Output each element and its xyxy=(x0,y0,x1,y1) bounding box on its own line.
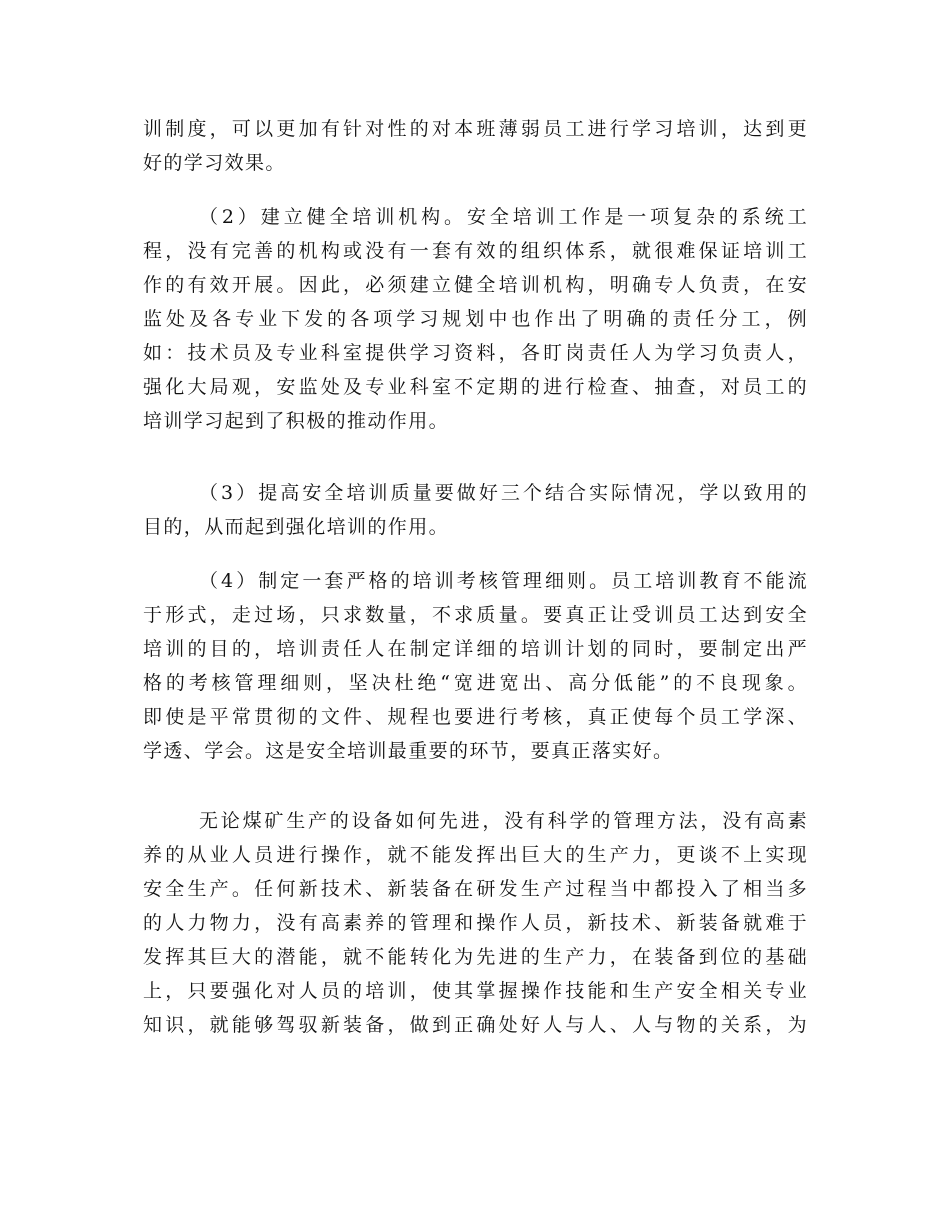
text-line: 的人力物力，没有高素养的管理和操作人员，新技术、新装备就难于 xyxy=(143,912,808,934)
text-line: （2）建立健全培训机构。安全培训工作是一项复杂的系统工 xyxy=(199,206,808,228)
text-line: 如：技术员及专业科室提供学习资料，各盯岗责任人为学习负责人， xyxy=(143,342,808,364)
text-line: 培训学习起到了积极的推动作用。 xyxy=(143,410,450,432)
text-line: （3）提高安全培训质量要做好三个结合实际情况，学以致用的 xyxy=(199,482,808,504)
text-line: 即使是平常贯彻的文件、规程也要进行考核，真正使每个员工学深、 xyxy=(143,706,808,728)
paragraph-1 xyxy=(143,112,808,180)
text-line: 监处及各专业下发的各项学习规划中也作出了明确的责任分工，例 xyxy=(143,308,808,330)
paragraph-4 xyxy=(143,564,808,768)
text-line: 目的，从而起到强化培训的作用。 xyxy=(143,516,450,538)
text-line: 培训的目的，培训责任人在制定详细的培训计划的同时，要制定出严 xyxy=(143,638,808,660)
text-line: 学透、学会。这是安全培训最重要的环节，要真正落实好。 xyxy=(143,740,674,762)
text-line: 知识，就能够驾驭新装备，做到正确处好人与人、人与物的关系，为 xyxy=(143,1014,808,1036)
text-line: 作的有效开展。因此，必须建立健全培训机构，明确专人负责，在安 xyxy=(143,274,808,296)
paragraph-5 xyxy=(143,804,808,1042)
text-line: 发挥其巨大的潜能，就不能转化为先进的生产力，在装备到位的基础 xyxy=(143,946,808,968)
text-line: 养的从业人员进行操作，就不能发挥出巨大的生产力，更谈不上实现 xyxy=(143,844,808,866)
text-line: 于形式，走过场，只求数量，不求质量。要真正让受训员工达到安全 xyxy=(143,604,808,626)
text-line: 格的考核管理细则，坚决杜绝“宽进宽出、高分低能”的不良现象。 xyxy=(143,672,808,694)
text-line: 程，没有完善的机构或没有一套有效的组织体系，就很难保证培训工 xyxy=(143,240,808,262)
text-line: 强化大局观，安监处及专业科室不定期的进行检查、抽查，对员工的 xyxy=(143,376,808,398)
text-line: 安全生产。任何新技术、新装备在研发生产过程当中都投入了相当多 xyxy=(143,878,808,900)
paragraph-2 xyxy=(143,200,808,438)
text-line: 好的学习效果。 xyxy=(143,152,286,174)
text-line: （4）制定一套严格的培训考核管理细则。员工培训教育不能流 xyxy=(199,570,808,592)
text-line: 训制度，可以更加有针对性的对本班薄弱员工进行学习培训，达到更 xyxy=(143,118,808,140)
text-line: 上，只要强化对人员的培训，使其掌握操作技能和生产安全相关专业 xyxy=(143,980,808,1002)
text-line: 无论煤矿生产的设备如何先进，没有科学的管理方法，没有高素 xyxy=(199,810,808,832)
paragraph-3 xyxy=(143,476,808,544)
